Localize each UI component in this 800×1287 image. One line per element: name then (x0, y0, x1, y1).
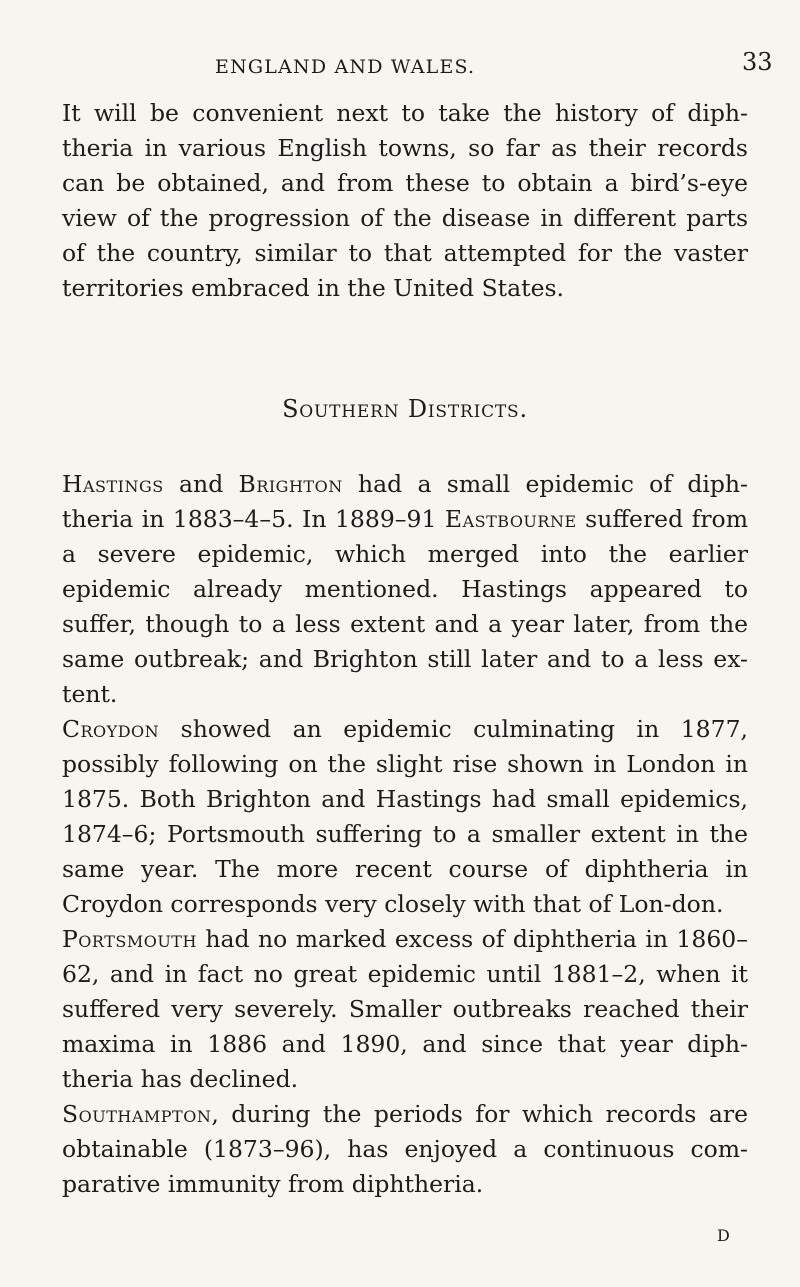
paragraph-text: had no marked excess of diphtheria in 1860–62, and in fact no great epidemic until 1881–2, when it suffered very severely. Smaller outbreaks reached their maxima in 1886 and 1890, and since that year diph-theria has declined. (62, 925, 748, 1093)
paragraph-portsmouth (62, 922, 748, 1097)
place-name-portsmouth: Portsmouth (62, 925, 197, 953)
running-title: ENGLAND AND WALES. (215, 56, 476, 78)
signature-mark: D (717, 1226, 730, 1245)
paragraph-text: showed an epidemic culminating in 1877, possibly following on the slight rise shown in London in 1875. Both Brighton and Hastings had small epidemics, 1874–6; Portsmouth suffering to a smaller extent in the same year. The more recent course of diphtheria in Croydon corresponds very closely with that of Lon-don. (62, 715, 748, 918)
paragraph-southampton (62, 1097, 748, 1202)
intro-paragraph: It will be convenient next to take the history of diph-theria in various English towns, so far as their records can be obtained, and from these to obtain a bird’s-eye view of the progression of the disease in different parts of the country, similar to that attempted for the vaster territories embraced in the United States. (62, 99, 748, 302)
paragraph-text: , during the periods for which records are obtainable (1873–96), has enjoyed a continuous com-parative immunity from diphtheria. (62, 1100, 748, 1198)
paragraph-text: and (163, 470, 239, 498)
paragraph-text: suffered from a severe epidemic, which merged into the earlier epidemic already mentioned. Hastings appeared to suffer, though to a less extent and a year later, from the same outbreak; and Brighton still later and to a less ex-tent. (62, 505, 748, 708)
place-name-southampton: Southampton (62, 1100, 212, 1128)
place-name-hastings: Hastings (62, 470, 164, 498)
running-head (0, 48, 800, 84)
body-text (62, 96, 748, 1202)
page-number: 33 (742, 48, 773, 76)
paragraph-hastings-brighton (62, 467, 748, 712)
place-name-brighton: Brighton (238, 470, 343, 498)
place-name-croydon: Croydon (62, 715, 160, 743)
section-heading: Southern Districts. (282, 395, 528, 423)
paragraph-croydon (62, 712, 748, 922)
place-name-eastbourne: Eastbourne (444, 505, 577, 533)
paragraph-text: had a small epidemic of diph-theria in 1883–4–5. In 1889–91 (62, 470, 748, 533)
